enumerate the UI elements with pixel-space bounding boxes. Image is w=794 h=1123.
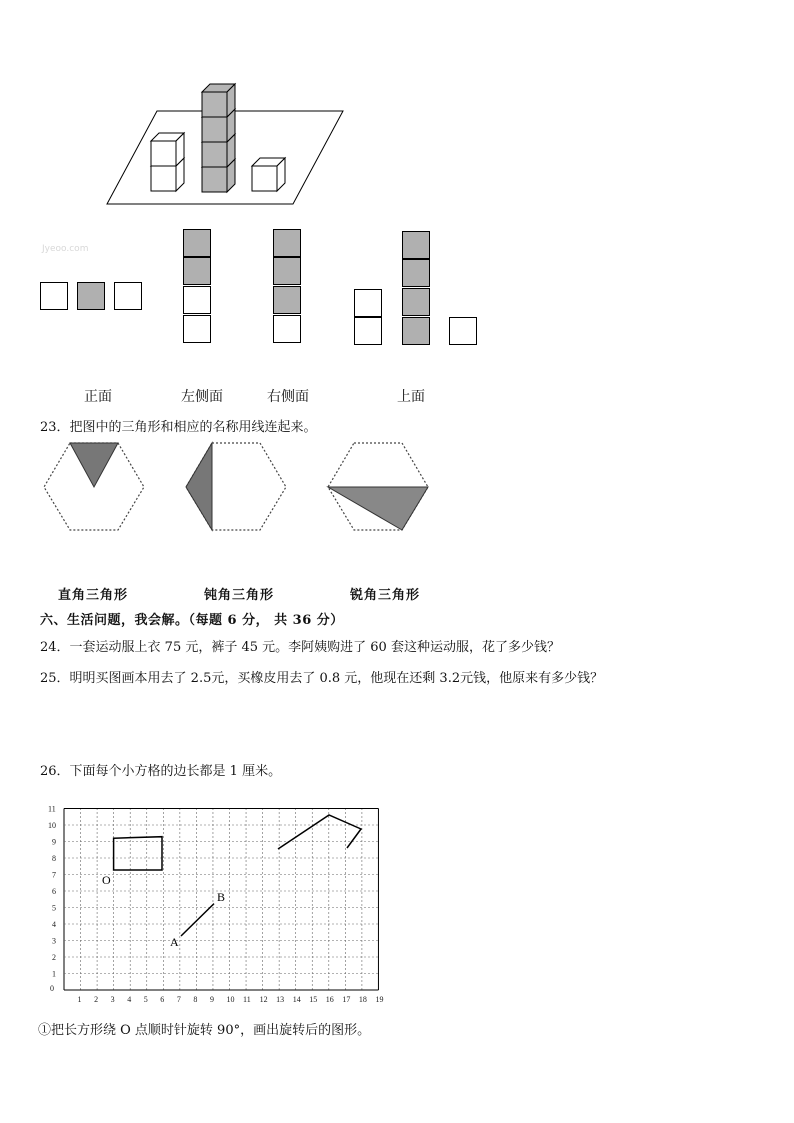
x-tick-label: 4 bbox=[127, 995, 132, 1004]
y-tick-label: 5 bbox=[52, 903, 56, 913]
y-tick-label: 6 bbox=[52, 887, 56, 896]
label-acute-triangle: 锐角三角形 bbox=[349, 588, 420, 603]
label-front: 正面 bbox=[84, 389, 112, 405]
y-tick-label: 4 bbox=[52, 920, 56, 929]
x-tick-label: 2 bbox=[94, 995, 99, 1004]
cube bbox=[202, 84, 235, 117]
x-tick-label: 8 bbox=[193, 995, 198, 1004]
label-obtuse-triangle: 钝角三角形 bbox=[203, 588, 274, 603]
coordinate-grid bbox=[40, 795, 400, 1005]
label-left-side: 左侧面 bbox=[181, 389, 223, 405]
y-tick-label: 2 bbox=[52, 953, 56, 962]
x-tick-label: 19 bbox=[375, 995, 384, 1004]
x-tick-label: 6 bbox=[160, 995, 165, 1004]
x-tick-label: 18 bbox=[358, 995, 367, 1004]
q23-text: 23．把图中的三角形和相应的名称用线连起来。 bbox=[40, 420, 317, 435]
hexagon-figure-3 bbox=[324, 440, 434, 535]
q24-text: 24．一套运动服上衣 75 元，裤子 45 元。李阿姨购进了 60 套这种运动服，花了多少钱？ bbox=[40, 640, 560, 655]
x-tick-label: 3 bbox=[110, 995, 115, 1004]
point-o-label: O bbox=[102, 873, 111, 887]
x-tick-label: 10 bbox=[226, 995, 235, 1004]
y-tick-label: 3 bbox=[52, 936, 56, 946]
x-tick-label: 5 bbox=[143, 995, 148, 1004]
x-tick-label: 16 bbox=[325, 995, 334, 1004]
label-right-side: 右侧面 bbox=[267, 389, 309, 405]
q25-text: 25．明明买图画本用去了 2.5元，买橡皮用去了 0.8 元，他现在还剩 3.2元钱，他原来有多少钱？ bbox=[40, 671, 604, 686]
x-tick-label: 17 bbox=[342, 995, 351, 1004]
y-tick-label: 1 bbox=[52, 969, 56, 979]
label-right-triangle: 直角三角形 bbox=[57, 588, 128, 603]
x-tick-label: 14 bbox=[292, 995, 301, 1004]
q26-text: 26．下面每个小方格的边长都是 1 厘米。 bbox=[40, 764, 282, 779]
q26-subquestion-1: ①把长方形绕 O 点顺时针旋转 90°，画出旋转后的图形。 bbox=[38, 1023, 371, 1038]
polyline-shape bbox=[278, 815, 361, 849]
x-tick-label: 12 bbox=[259, 995, 268, 1004]
cube bbox=[151, 133, 184, 166]
x-tick-label: 0 bbox=[50, 984, 54, 993]
y-tick-label: 10 bbox=[48, 821, 56, 830]
x-tick-label: 1 bbox=[77, 995, 82, 1004]
section-6-heading: 六、生活问题，我会解。（每题 6 分， 共 36 分） bbox=[40, 613, 344, 628]
x-tick-label: 9 bbox=[209, 995, 214, 1004]
cube-arrangement-figure bbox=[100, 80, 350, 210]
label-top: 上面 bbox=[397, 389, 425, 405]
y-tick-label: 11 bbox=[48, 804, 56, 814]
y-tick-label: 7 bbox=[52, 870, 56, 880]
hexagon-figure-1 bbox=[40, 440, 150, 535]
x-tick-label: 11 bbox=[243, 995, 251, 1004]
x-tick-label: 15 bbox=[309, 995, 318, 1004]
point-b-label: B bbox=[217, 890, 226, 904]
x-tick-label: 13 bbox=[276, 995, 285, 1004]
y-tick-label: 8 bbox=[52, 854, 56, 863]
x-tick-label: 7 bbox=[176, 995, 181, 1004]
segment-ab bbox=[181, 904, 214, 936]
hexagon-figure-2 bbox=[182, 440, 292, 535]
y-tick-label: 9 bbox=[52, 837, 56, 847]
point-a-label: A bbox=[170, 935, 179, 949]
cube bbox=[252, 158, 285, 191]
watermark: Jyeoo.com bbox=[42, 244, 89, 254]
